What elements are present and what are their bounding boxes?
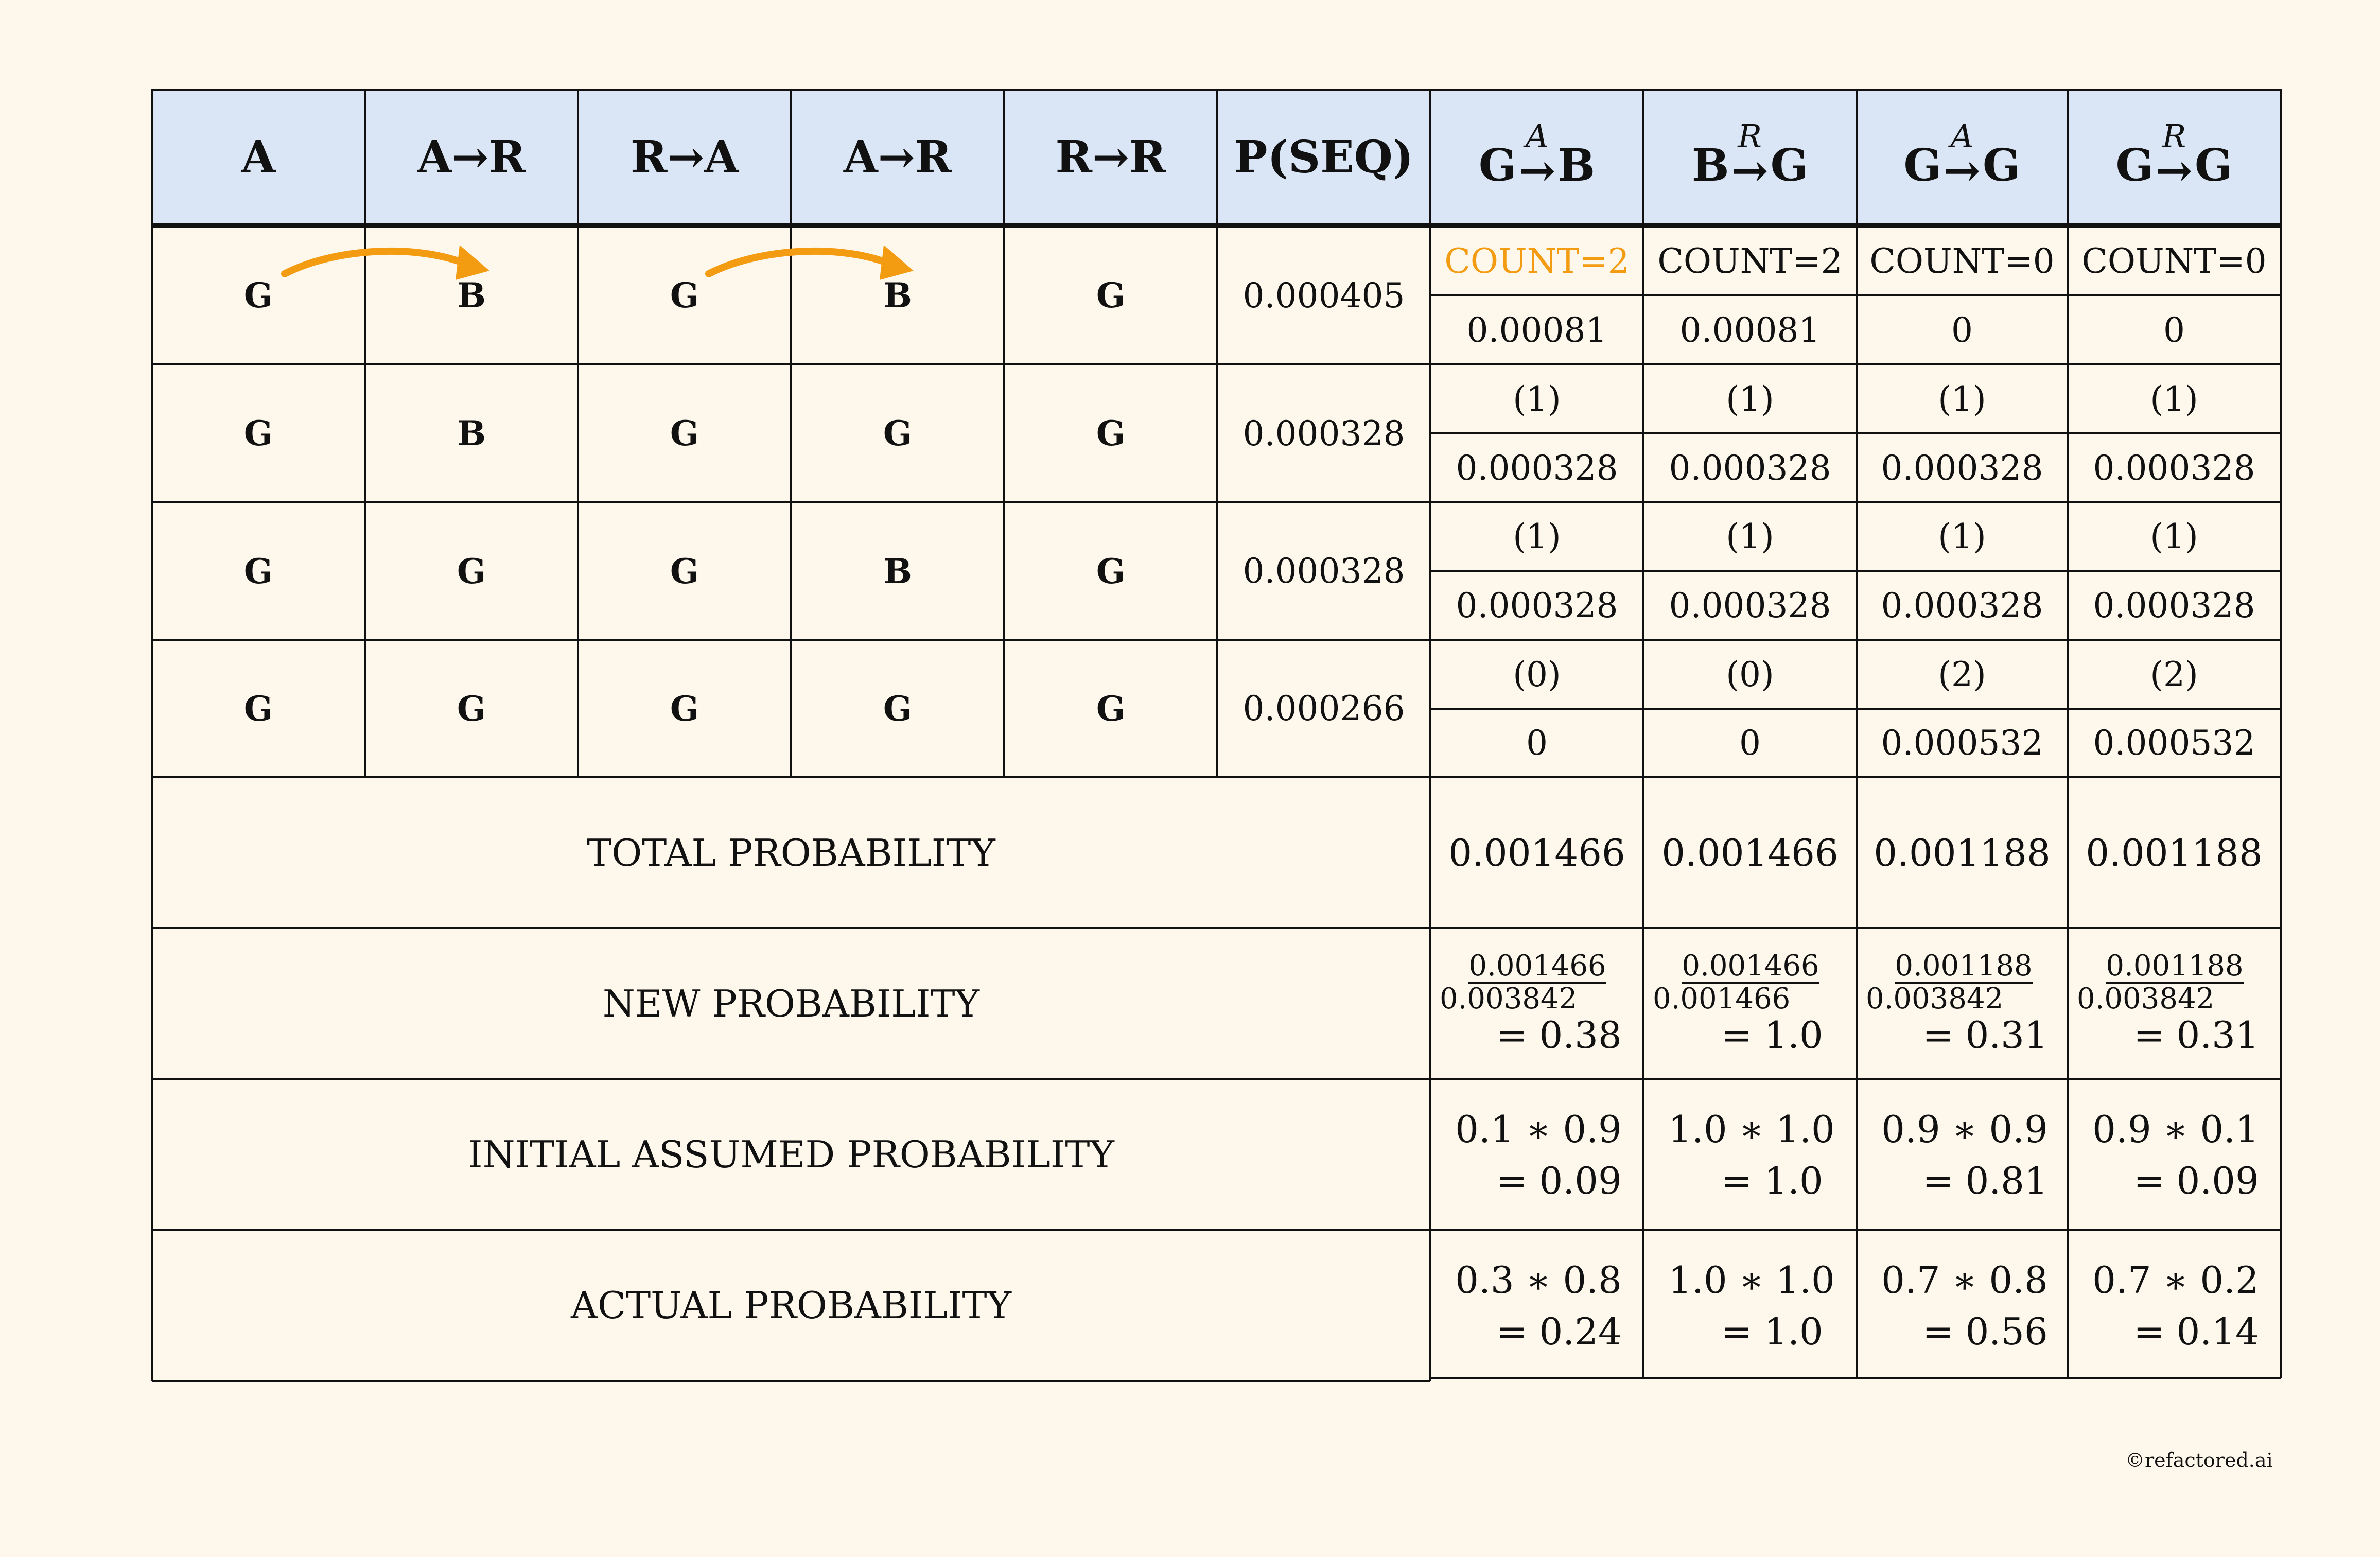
state-cell: B <box>883 275 912 316</box>
calculation-expression: 0.7 ∗ 0.2 <box>2092 1258 2259 1302</box>
transition-arrow-stack <box>1943 117 1981 197</box>
count-cell: (2) <box>2150 654 2198 694</box>
state-cell: G <box>883 413 913 453</box>
count-cell: (0) <box>1726 654 1774 694</box>
actual-probability-calc <box>1643 1230 1857 1381</box>
fraction-denominator: 0.001466 <box>1653 982 1791 1016</box>
state-cell: B <box>457 275 486 316</box>
transition-from-state: G <box>1903 139 1941 191</box>
calculation <box>1436 1104 1641 1206</box>
count-cell: (1) <box>1938 517 1986 556</box>
calculation-expression: 0.9 ∗ 0.1 <box>2092 1108 2259 1151</box>
column-header: A <box>241 131 276 183</box>
transition-arrow-stack <box>1518 117 1556 197</box>
count-cell: (1) <box>1938 379 1986 419</box>
count-cell: (1) <box>1726 379 1774 419</box>
initial-probability-label: INITIAL ASSUMED PROBABILITY <box>468 1132 1114 1176</box>
transition-arrow-symbol: → <box>1518 145 1556 197</box>
state-cell: G <box>670 688 699 729</box>
column-header: R→R <box>1055 131 1166 183</box>
fraction-result: = 0.31 <box>2133 1013 2259 1057</box>
initial-probability-calc <box>1857 1079 2068 1230</box>
state-cell: G <box>243 688 273 729</box>
transition-over-label: A <box>1950 117 1974 155</box>
count-cell: (0) <box>1513 654 1561 694</box>
copyright-text: ©refactored.ai <box>2125 1449 2273 1472</box>
calculation-expression: 0.1 ∗ 0.9 <box>1455 1108 1622 1151</box>
calculation-expression: 0.9 ∗ 0.9 <box>1881 1108 2048 1151</box>
new-probability-label: NEW PROBABILITY <box>602 982 980 1025</box>
calculation-result: = 0.09 <box>2133 1159 2259 1202</box>
fraction-numerator: 0.001466 <box>1468 949 1606 983</box>
calculation-expression: 0.7 ∗ 0.8 <box>1881 1258 2048 1302</box>
state-cell: G <box>457 688 486 729</box>
calculation-result: = 0.09 <box>1496 1159 1622 1202</box>
state-cell: G <box>670 275 699 316</box>
fraction <box>1653 951 1848 1056</box>
transition-header <box>2068 90 2281 224</box>
state-cell: G <box>243 413 273 453</box>
transition-to-state: G <box>1770 139 1809 191</box>
calculation-expression: 0.3 ∗ 0.8 <box>1455 1258 1622 1302</box>
transition-to-state: B <box>1557 139 1596 191</box>
weighted-value-cell: 0 <box>1739 723 1761 763</box>
weighted-value-cell: 0.000328 <box>2093 448 2255 488</box>
count-cell: (2) <box>1938 654 1986 694</box>
transition-arrow-stack <box>1731 117 1769 197</box>
fraction-denominator: 0.003842 <box>2077 982 2215 1016</box>
new-probability-fraction <box>1857 928 2068 1079</box>
count-cell: COUNT=0 <box>1869 241 2055 281</box>
fraction-numerator: 0.001188 <box>1895 949 2033 983</box>
calculation <box>1862 1254 2068 1357</box>
fraction <box>1866 951 2061 1056</box>
fraction-result: = 0.38 <box>1496 1013 1622 1057</box>
weighted-value-cell: 0.00081 <box>1679 310 1821 350</box>
transition-over-label: R <box>1738 117 1762 155</box>
fraction-denominator: 0.003842 <box>1440 982 1578 1016</box>
sequence-probability: 0.000328 <box>1242 413 1405 453</box>
fraction-result: = 0.31 <box>1922 1013 2048 1057</box>
transition-label <box>1478 117 1596 197</box>
fraction <box>2077 951 2272 1056</box>
state-cell: G <box>243 551 273 591</box>
calculation-result: = 1.0 <box>1721 1159 1823 1202</box>
count-cell: COUNT=2 <box>1444 241 1630 281</box>
calculation <box>2073 1254 2279 1357</box>
state-cell: B <box>883 551 912 591</box>
calculation-result: = 0.56 <box>1922 1310 2048 1353</box>
transition-header <box>1857 90 2068 224</box>
state-cell: B <box>457 413 486 453</box>
state-cell: G <box>243 275 273 316</box>
transition-from-state: B <box>1691 139 1729 191</box>
weighted-value-cell: 0.000328 <box>1669 585 1831 625</box>
weighted-value-cell: 0.000328 <box>2093 585 2255 625</box>
transition-to-state: G <box>2195 139 2233 191</box>
count-cell: COUNT=0 <box>2081 241 2267 281</box>
total-probability-label: TOTAL PROBABILITY <box>587 831 995 874</box>
calculation <box>1436 1254 1641 1357</box>
sequence-probability: 0.000405 <box>1242 275 1405 316</box>
weighted-value-cell: 0.000532 <box>2093 723 2255 763</box>
count-cell: (1) <box>2150 517 2198 556</box>
initial-probability-calc <box>1430 1079 1643 1230</box>
transition-from-state: G <box>1478 139 1517 191</box>
count-cell: (1) <box>1726 517 1774 556</box>
weighted-value-cell: 0.000532 <box>1881 723 2043 763</box>
count-cell: COUNT=2 <box>1657 241 1843 281</box>
calculation-result: = 0.81 <box>1922 1159 2048 1202</box>
transition-arrow-stack <box>2155 117 2193 197</box>
fraction-result: = 1.0 <box>1721 1013 1823 1057</box>
count-cell: (1) <box>2150 379 2198 419</box>
column-header: A→R <box>417 131 526 183</box>
actual-probability-calc <box>1430 1230 1643 1381</box>
count-cell: (1) <box>1513 517 1561 556</box>
calculation <box>1649 1104 1854 1206</box>
state-cell: G <box>1096 413 1126 453</box>
weighted-value-cell: 0.000328 <box>1456 448 1618 488</box>
sequence-probability: 0.000328 <box>1242 551 1405 591</box>
fraction <box>1440 951 1635 1056</box>
transition-to-state: G <box>1983 139 2021 191</box>
transition-from-state: G <box>2115 139 2154 191</box>
state-cell: G <box>1096 275 1126 316</box>
transition-arrow-symbol: → <box>2155 145 2193 197</box>
count-cell: (1) <box>1513 379 1561 419</box>
column-header: A→R <box>843 131 952 183</box>
actual-probability-calc <box>2068 1230 2281 1381</box>
calculation-result: = 0.24 <box>1496 1310 1622 1353</box>
initial-probability-calc <box>1643 1079 1857 1230</box>
fraction-numerator: 0.001466 <box>1682 949 1819 983</box>
state-cell: G <box>457 551 486 591</box>
weighted-value-cell: 0 <box>2163 310 2185 350</box>
transition-label <box>2115 117 2233 197</box>
column-header: P(SEQ) <box>1234 131 1414 183</box>
weighted-value-cell: 0.000328 <box>1456 585 1618 625</box>
weighted-value-cell: 0 <box>1951 310 1973 350</box>
transition-arrow-symbol: → <box>1943 145 1981 197</box>
calculation-expression: 1.0 ∗ 1.0 <box>1668 1258 1835 1302</box>
weighted-value-cell: 0.000328 <box>1881 448 2043 488</box>
state-cell: G <box>883 688 913 729</box>
total-probability-value: 0.001188 <box>1874 831 2051 874</box>
transition-header <box>1643 90 1857 224</box>
calculation-result: = 0.14 <box>2133 1310 2259 1353</box>
total-probability-value: 0.001466 <box>1448 831 1625 874</box>
new-probability-fraction <box>1643 928 1857 1079</box>
sequence-probability: 0.000266 <box>1242 689 1405 728</box>
transition-label <box>1691 117 1809 197</box>
initial-probability-calc <box>2068 1079 2281 1230</box>
weighted-value-cell: 0.00081 <box>1466 310 1607 350</box>
total-probability-value: 0.001188 <box>2086 831 2263 874</box>
transition-over-label: A <box>1525 117 1549 155</box>
transition-over-label: R <box>2162 117 2186 155</box>
new-probability-fraction <box>2068 928 2281 1079</box>
calculation <box>1862 1104 2068 1206</box>
calculation-expression: 1.0 ∗ 1.0 <box>1668 1108 1835 1151</box>
state-cell: G <box>670 413 699 453</box>
actual-probability-label: ACTUAL PROBABILITY <box>570 1284 1012 1327</box>
column-header: R→A <box>630 131 739 183</box>
new-probability-fraction <box>1430 928 1643 1079</box>
state-cell: G <box>670 551 699 591</box>
probability-table <box>152 90 2281 1381</box>
weighted-value-cell: 0.000328 <box>1669 448 1831 488</box>
calculation <box>1649 1254 1854 1357</box>
state-cell: G <box>1096 551 1126 591</box>
transition-header <box>1430 90 1643 224</box>
actual-probability-calc <box>1857 1230 2068 1381</box>
transition-arrow-symbol: → <box>1731 145 1769 197</box>
weighted-value-cell: 0 <box>1526 723 1548 763</box>
fraction-numerator: 0.001188 <box>2106 949 2244 983</box>
transition-label <box>1903 117 2021 197</box>
calculation <box>2073 1104 2279 1206</box>
calculation-result: = 1.0 <box>1721 1310 1823 1353</box>
total-probability-value: 0.001466 <box>1661 831 1839 874</box>
weighted-value-cell: 0.000328 <box>1881 585 2043 625</box>
state-cell: G <box>1096 688 1126 729</box>
fraction-denominator: 0.003842 <box>1866 982 2004 1016</box>
